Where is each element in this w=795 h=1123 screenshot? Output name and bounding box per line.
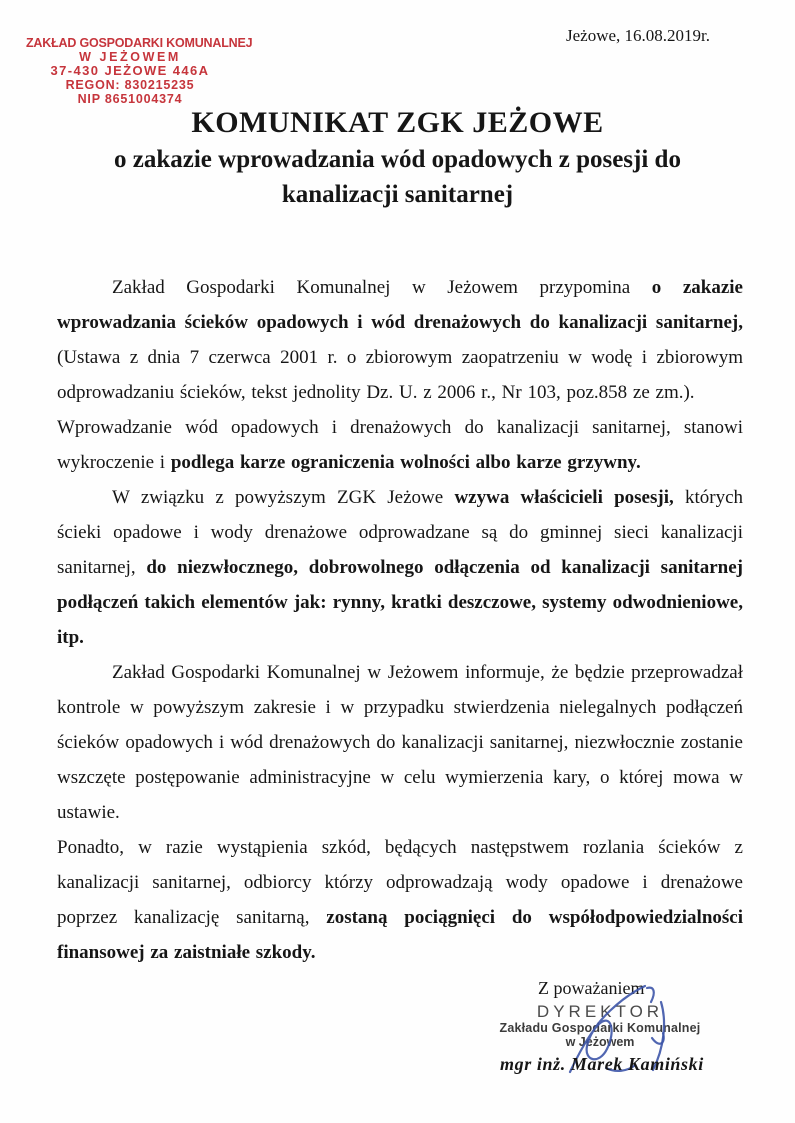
stamp-regon: REGON: 830215235 [65, 78, 195, 92]
body-paragraph: Wprowadzanie wód opadowych i drenażowych do kanalizacji sanitarnej, stanowi wykroczenie i podlega karze ograniczenia wolności albo karze grzywny. [57, 417, 743, 473]
body-paragraph: Zakład Gospodarki Komunalnej w Jeżowem przypomina o zakazie wprowadzania ścieków opadowych i wód drenażowych do kanalizacji sanitarnej, (Ustawa z dnia 7 czerwca 2001 r. o zbiorowym zaopatrzeniu w wodę i zbiorowym odprowadzaniu ścieków, tekst jednolity Dz. U. z 2006 r., Nr 103, poz.858 ze zm.). [57, 277, 743, 403]
stamp-town: W JEŻOWEM [79, 50, 181, 64]
document-date: Jeżowe, 16.08.2019r. [565, 26, 710, 45]
closing-phrase: Z poważaniem [538, 978, 645, 998]
signature-block [470, 976, 770, 1106]
company-stamp [26, 36, 253, 106]
page-subtitle-line1: o zakazie wprowadzania wód opadowych z posesji do [114, 146, 681, 173]
page-title: KOMUNIKAT ZGK JEŻOWE [191, 106, 604, 139]
letter-body [57, 270, 743, 970]
director-org-line1: Zakładu Gospodarki Komunalnej [499, 1021, 701, 1035]
document-title-block [0, 104, 795, 212]
stamp-address: 37-430 JEŻOWE 446A [50, 63, 210, 78]
body-paragraph: Zakład Gospodarki Komunalnej w Jeżowem informuje, że będzie przeprowadzał kontrole w powyższym zakresie i w przypadku stwierdzenia nielegalnych podłączeń ścieków opadowych i wód drenażowych do kanalizacji sanitarnej, niezwłocznie zostanie wszczęte postępowanie administracyjne w celu wymierzenia kary, o której mowa w ustawie. [57, 662, 743, 823]
stamp-company-name: ZAKŁAD GOSPODARKI KOMUNALNEJ [26, 36, 253, 50]
signatory-name: mgr inż. Marek Kamiński [500, 1054, 704, 1074]
director-org-line2: w Jeżowem [565, 1035, 635, 1049]
body-paragraph: W związku z powyższym ZGK Jeżowe wzywa właścicieli posesji, których ścieki opadowe i wody drenażowe odprowadzane są do gminnej sieci kanalizacji sanitarnej, do niezwłocznego, dobrowolnego odłączenia od kanalizacji sanitarnej podłączeń takich elementów jak: rynny, kratki deszczowe, systemy odwodnieniowe, itp. [57, 487, 744, 648]
stamp-nip: NIP 8651004374 [77, 92, 183, 106]
page-subtitle-line2: kanalizacji sanitarnej [281, 181, 514, 208]
body-paragraph: Ponadto, w razie wystąpienia szkód, będących następstwem rozlania ścieków z kanalizacji sanitarnej, odbiorcy którzy odprowadzają wody opadowe i drenażowe poprzez kanalizację sanitarną, zostaną pociągnięci do współodpowiedzialności finansowej za zaistniałe szkody. [57, 837, 743, 963]
director-stamp [470, 1002, 730, 1049]
director-title: DYREKTOR [536, 1002, 664, 1021]
